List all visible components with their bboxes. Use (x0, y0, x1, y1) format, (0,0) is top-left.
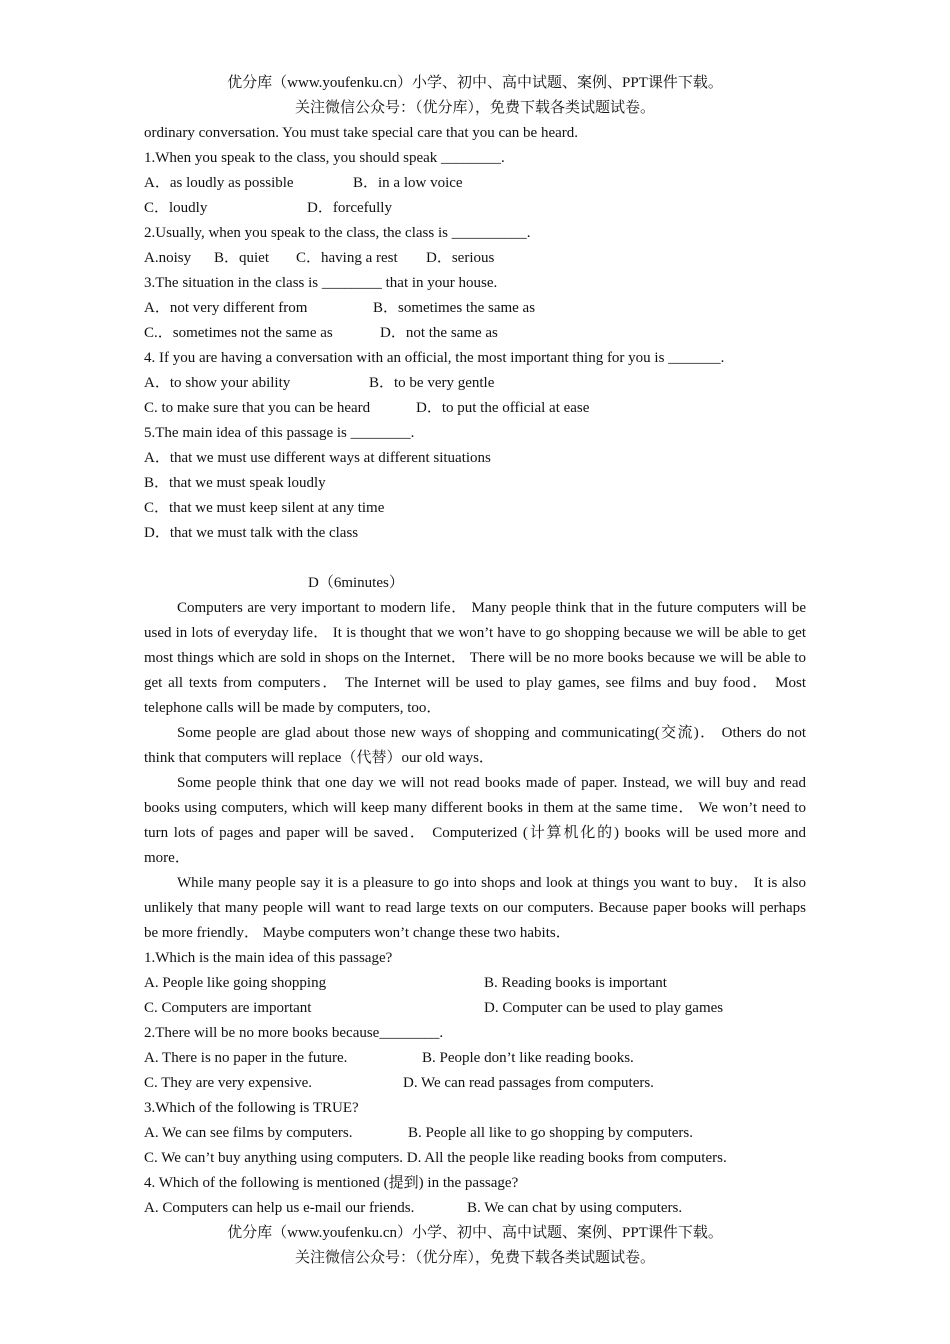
d-q2-option-a: A. There is no paper in the future. (144, 1050, 348, 1066)
d-q1-stem: 1.Which is the main idea of this passage? (144, 950, 393, 966)
passage-c-continuation: ordinary conversation. You must take special care that you can be heard. (144, 125, 579, 141)
c-q1-option-b: B．in a low voice (353, 175, 463, 191)
c-q5-option-a: A．that we must use different ways at different situations (144, 450, 491, 466)
passage-d-paragraph-2: Some people are glad about those new ways of shopping and communicating(交流)． Others do not think that computers will replace（代替）our old ways． (144, 725, 806, 766)
c-q1-options-cd (144, 196, 806, 221)
c-q2-options (144, 246, 806, 271)
section-d-title: D（6minutes） (308, 575, 404, 591)
c-q2-option-b: B．quiet (214, 250, 269, 266)
d-q3-options-cd: C. We can’t buy anything using computers. D. All the people like reading books from computers. (144, 1150, 727, 1166)
passage-d-paragraph-1: Computers are very important to modern life． Many people think that in the future computers will be used in lots of everyday life． It is thought that we won’t have to go shopping because we will be able to get most things which are sold in shops on the Internet． There will be no more books because we will be able to get all texts from computers． The Internet will be used to play games, see films and buy food． Most telephone calls will be made by computers, too． (144, 600, 806, 716)
d-q4-option-a: A. Computers can help us e-mail our friends. (144, 1200, 415, 1216)
c-q4-option-a: A．to show your ability (144, 375, 291, 391)
page-footer (0, 1221, 950, 1271)
header-line-2: 关注微信公众号：（优分库），免费下载各类试题试卷。 (294, 100, 655, 116)
c-q1-options-ab (144, 171, 806, 196)
footer-line-2: 关注微信公众号：（优分库），免费下载各类试题试卷。 (294, 1250, 655, 1266)
d-q1-option-a: A. People like going shopping (144, 975, 327, 991)
c-q3-option-c: C.．sometimes not the same as (144, 325, 333, 341)
d-q1-option-d: D. Computer can be used to play games (484, 1000, 724, 1016)
d-q2-stem: 2.There will be no more books because________. (144, 1025, 444, 1041)
d-q4-options-ab (144, 1196, 806, 1221)
spacer (144, 546, 806, 571)
c-q4-options-ab (144, 371, 806, 396)
c-q1-option-a: A．as loudly as possible (144, 175, 294, 191)
main-content (144, 121, 806, 1221)
c-q1-option-d: D．forcefully (307, 200, 392, 216)
c-q3-stem: 3.The situation in the class is ________ that in your house. (144, 275, 498, 291)
c-q3-option-b: B．sometimes the same as (373, 300, 536, 316)
d-q1-options-cd (144, 996, 806, 1021)
c-q3-option-a: A．not very different from (144, 300, 308, 316)
c-q5-stem: 5.The main idea of this passage is ________. (144, 425, 415, 441)
d-q4-stem: 4. Which of the following is mentioned (提到) in the passage? (144, 1175, 519, 1191)
c-q3-options-cd (144, 321, 806, 346)
d-q4-option-b: B. We can chat by using computers. (467, 1200, 683, 1216)
c-q4-option-c: C. to make sure that you can be heard (144, 400, 371, 416)
d-q2-option-c: C. They are very expensive. (144, 1075, 312, 1091)
d-q2-options-ab (144, 1046, 806, 1071)
d-q3-option-a: A. We can see films by computers. (144, 1125, 353, 1141)
c-q5-option-c: C．that we must keep silent at any time (144, 500, 385, 516)
d-q1-option-b: B. Reading books is important (484, 975, 667, 991)
d-q1-option-c: C. Computers are important (144, 1000, 312, 1016)
passage-d-paragraph-3: Some people think that one day we will not read books made of paper. Instead, we will buy and read books using computers, which will keep many different books in them at the same time． We won’t need to turn lots of pages and paper will be saved． Computerized (计算机化的) books will be used more and more． (144, 775, 806, 866)
d-q3-option-b: B. People all like to go shopping by computers. (408, 1125, 693, 1141)
c-q4-option-d: D．to put the official at ease (416, 400, 590, 416)
d-q3-stem: 3.Which of the following is TRUE? (144, 1100, 359, 1116)
d-q3-options-ab (144, 1121, 806, 1146)
c-q2-option-c: C．having a rest (296, 250, 398, 266)
c-q5-option-b: B．that we must speak loudly (144, 475, 326, 491)
c-q1-stem: 1.When you speak to the class, you should speak ________. (144, 150, 505, 166)
page-header (0, 71, 950, 121)
footer-line-1: 优分库（www.youfenku.cn）小学、初中、高中试题、案例、PPT课件下载。 (227, 1225, 723, 1241)
c-q2-stem: 2.Usually, when you speak to the class, the class is __________. (144, 225, 531, 241)
d-q2-option-d: D. We can read passages from computers. (403, 1075, 654, 1091)
c-q2-option-d: D．serious (426, 250, 495, 266)
d-q2-option-b: B. People don’t like reading books. (422, 1050, 634, 1066)
c-q4-option-b: B．to be very gentle (369, 375, 495, 391)
c-q1-option-c: C．loudly (144, 200, 208, 216)
d-q1-options-ab (144, 971, 806, 996)
c-q3-options-ab (144, 296, 806, 321)
d-q2-options-cd (144, 1071, 806, 1096)
passage-d-paragraph-4: While many people say it is a pleasure to go into shops and look at things you want to buy． It is also unlikely that many people will want to read large texts on our computers. Because paper books will perhaps be more friendly． Maybe computers won’t change these two habits． (144, 875, 806, 941)
header-line-1: 优分库（www.youfenku.cn）小学、初中、高中试题、案例、PPT课件下载。 (227, 75, 723, 91)
c-q4-stem: 4. If you are having a conversation with an official, the most important thing for you is _______. (144, 350, 725, 366)
c-q2-option-a: A.noisy (144, 250, 192, 266)
c-q3-option-d: D．not the same as (380, 325, 498, 341)
c-q5-option-d: D．that we must talk with the class (144, 525, 359, 541)
c-q4-options-cd (144, 396, 806, 421)
